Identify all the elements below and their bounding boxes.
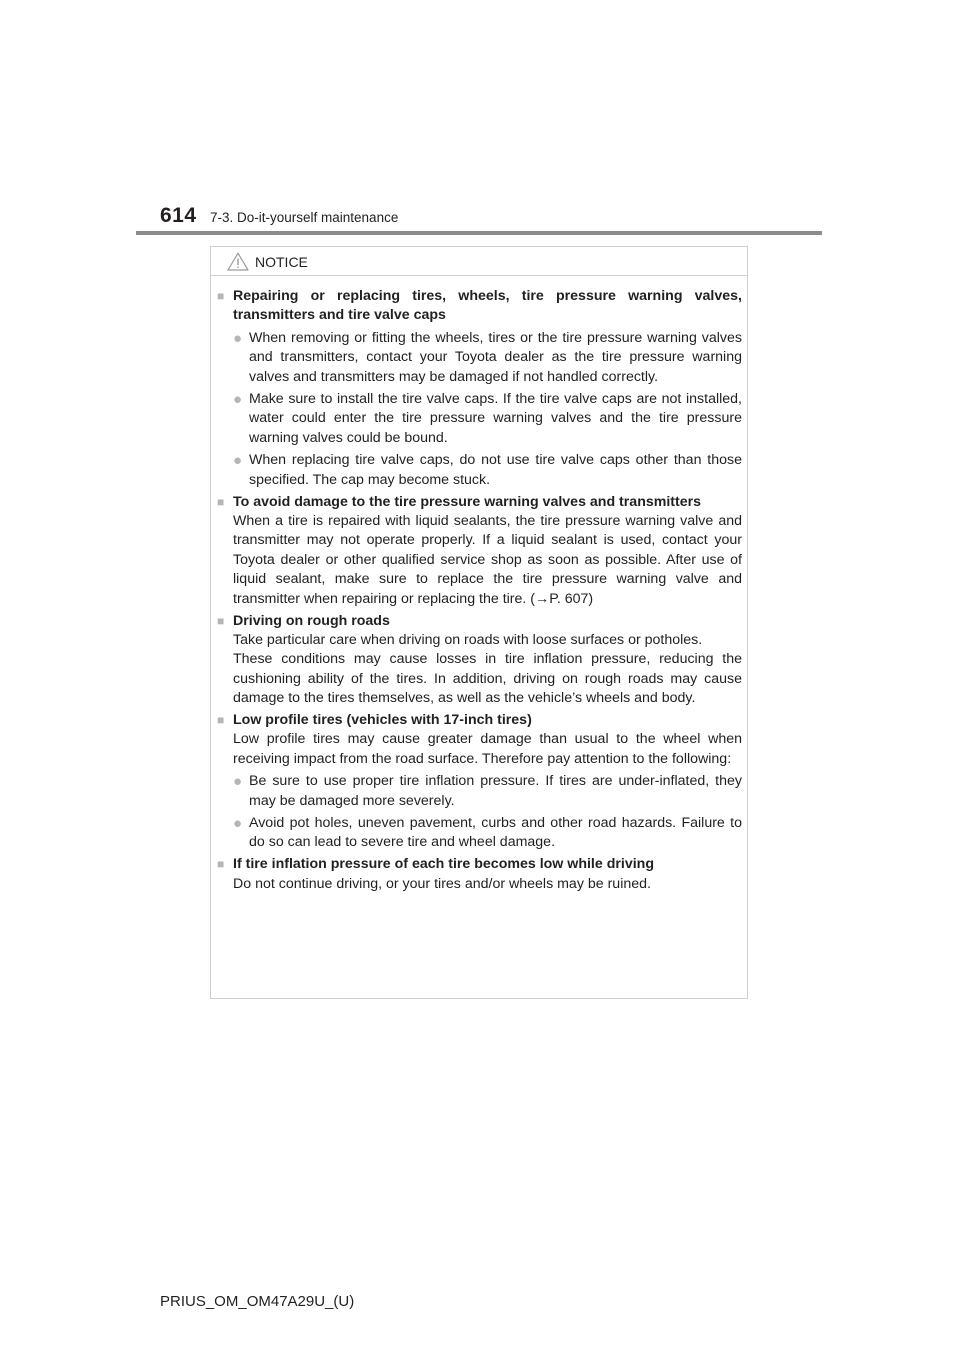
item-text: Do not continue driving, or your tires and/or wheels may be ruined. bbox=[233, 875, 651, 892]
notice-item bbox=[217, 612, 742, 709]
notice-item bbox=[217, 855, 742, 894]
item-title: If tire inflation pressure of each tire becomes low while driving bbox=[233, 856, 654, 873]
bullet-item bbox=[233, 814, 742, 853]
circle-bullet-icon: ● bbox=[233, 391, 243, 409]
square-bullet-icon: ■ bbox=[217, 494, 225, 509]
section-title: 7-3. Do-it-yourself maintenance bbox=[210, 210, 399, 225]
warning-triangle-icon bbox=[227, 252, 249, 271]
item-text: When a tire is repaired with liquid sealants, the tire pressure warning valve and transmitter may not operate properly. If a liquid sealant is used, contact your Toyota dealer or other qualified service shop as soon as possible. After use of liquid sealant, make sure to replace the tire pressure warning valve and transmitter when repairing or replacing the tire. (→P. 607) bbox=[233, 512, 742, 607]
circle-bullet-icon: ● bbox=[233, 773, 243, 791]
square-bullet-icon: ■ bbox=[217, 289, 225, 303]
bullet-text: When removing or fitting the wheels, tires or the tire pressure warning valves and transmitters, contact your Toyota dealer as the tire pressure warning valves and transmitters may be damaged if not handled correctly. bbox=[249, 329, 742, 385]
notice-label: NOTICE bbox=[255, 254, 308, 270]
item-title: Driving on rough roads bbox=[233, 612, 390, 629]
notice-item bbox=[217, 711, 742, 853]
bullet-text: When replacing tire valve caps, do not use tire valve caps other than those specified. The cap may become stuck. bbox=[249, 452, 742, 488]
square-bullet-icon: ■ bbox=[217, 613, 225, 628]
circle-bullet-icon: ● bbox=[233, 815, 243, 833]
notice-header bbox=[211, 247, 747, 276]
header-rule bbox=[136, 231, 822, 235]
item-text: Take particular care when driving on roads with loose surfaces or potholes. These conditions may cause losses in tire inflation pressure, reducing the cushioning ability of the tires. In addition, driving on rough roads may cause damage to the tires themselves, as well as the vehicle’s wheels and body. bbox=[233, 631, 742, 707]
item-title: Low profile tires (vehicles with 17-inch tires) bbox=[233, 712, 532, 729]
notice-item bbox=[217, 493, 742, 609]
item-title: To avoid damage to the tire pressure warning valves and transmitters bbox=[233, 493, 702, 510]
document-code: PRIUS_OM_OM47A29U_(U) bbox=[160, 1293, 355, 1310]
notice-item bbox=[217, 287, 742, 490]
item-text: Low profile tires may cause greater damage than usual to the wheel when receiving impact from the road surface. Therefore pay attention to the following: bbox=[233, 731, 742, 767]
circle-bullet-icon: ● bbox=[233, 329, 243, 347]
square-bullet-icon: ■ bbox=[217, 713, 225, 728]
bullet-text: Make sure to install the tire valve caps. If the tire valve caps are not installed, water could enter the tire pressure warning valves and the tire pressure warning valves could be bound. bbox=[249, 391, 742, 446]
page-number: 614 bbox=[160, 204, 197, 227]
bullet-text: Avoid pot holes, uneven pavement, curbs and other road hazards. Failure to do so can lead to severe tire and wheel damage. bbox=[249, 815, 742, 851]
circle-bullet-icon: ● bbox=[233, 452, 243, 470]
notice-box bbox=[210, 246, 748, 999]
bullet-item bbox=[233, 451, 742, 490]
bullet-text: Be sure to use proper tire inflation pressure. If tires are under-inflated, they may be damaged more severely. bbox=[249, 773, 742, 809]
square-bullet-icon: ■ bbox=[217, 857, 225, 872]
notice-body bbox=[211, 276, 747, 894]
bullet-item bbox=[233, 390, 742, 448]
item-title: Repairing or replacing tires, wheels, tire pressure warning valves, transmitters and tire valve caps bbox=[233, 288, 742, 324]
bullet-item bbox=[233, 772, 742, 811]
bullet-item bbox=[233, 329, 742, 387]
